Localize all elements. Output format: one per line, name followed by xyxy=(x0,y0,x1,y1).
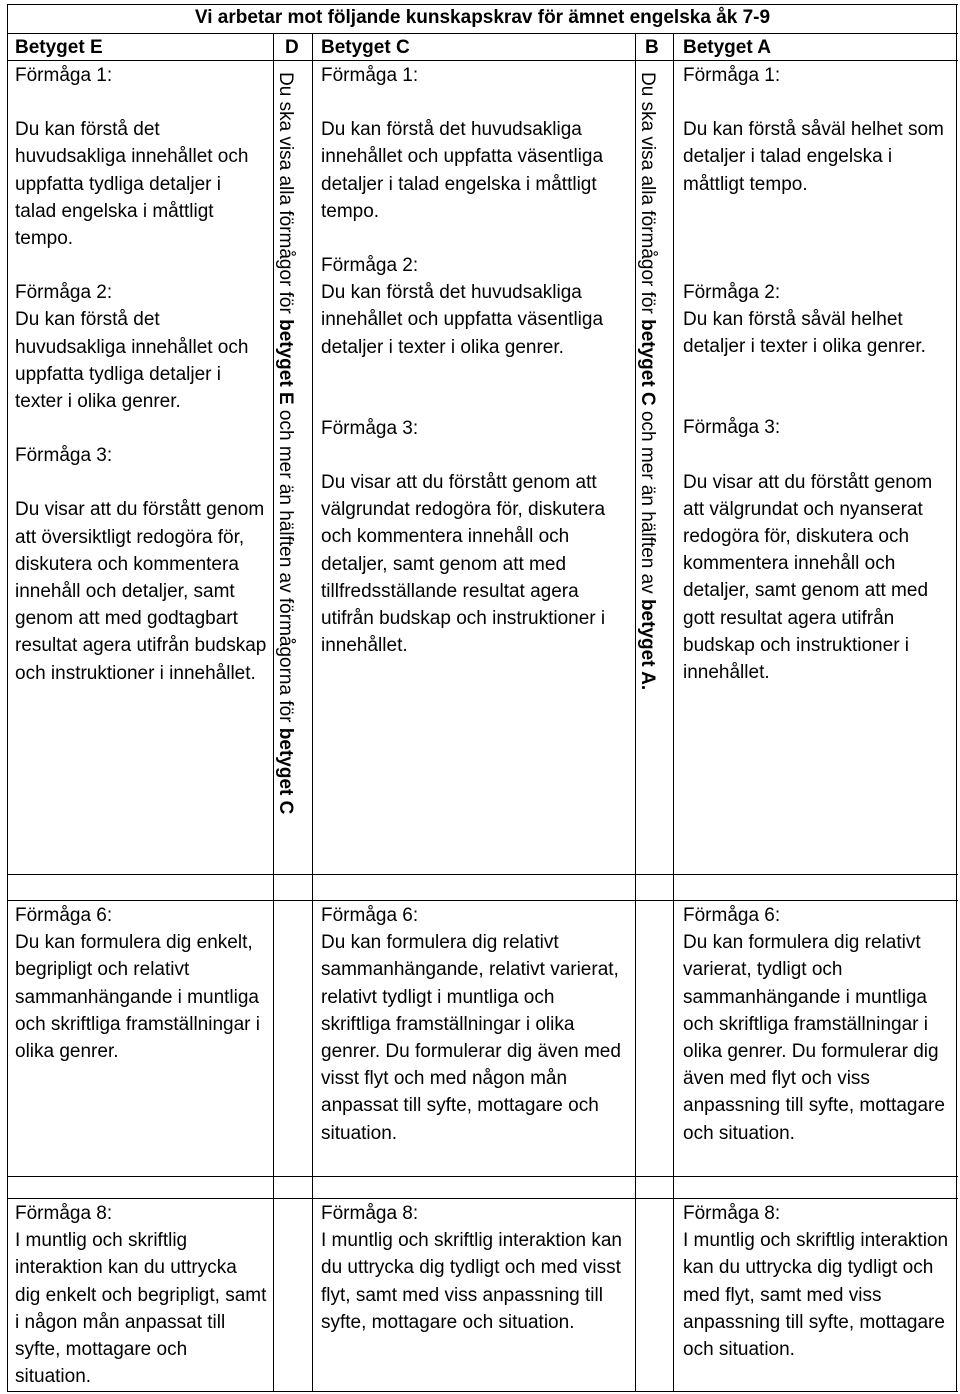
grade-d-text-1: Du ska visa alla förmågor för xyxy=(275,72,296,320)
section1-grade-c xyxy=(321,62,627,659)
table-border-top xyxy=(7,4,958,5)
section6-grade-e xyxy=(15,902,267,1065)
ability-6-label: Förmåga 6: xyxy=(321,905,419,926)
ability-2-label: Förmåga 2: xyxy=(15,282,113,304)
ability-1-label: Förmåga 1: xyxy=(321,65,419,86)
ability-8-text: I muntlig och skriftlig interaktion kan du uttrycka dig tydligt och med visst flyt, samt med viss anpassning till syfte, mottagare och situation. xyxy=(321,1230,622,1333)
ability-2-label: Förmåga 2: xyxy=(321,255,419,277)
section6-grade-a xyxy=(683,902,951,1147)
ability-3-text: Du visar att du förstått genom att översiktligt redogöra för, diskutera och kommentera innehåll och detaljer, samt genom att med godtagbart resultat agera utifrån budskap och instruktioner i innehållet. xyxy=(15,499,267,684)
ability-1-text: Du kan förstå det huvudsakliga innehållet och uppfatta tydliga detaljer i talad engelska i måttligt tempo. xyxy=(15,119,249,250)
ability-3-label: Förmåga 3: xyxy=(683,417,781,439)
header-grade-c: Betyget C xyxy=(321,37,410,58)
divider-header xyxy=(7,60,958,61)
section6-grade-c xyxy=(321,902,627,1147)
ability-8-text: I muntlig och skriftlig interaktion kan du uttrycka dig enkelt och begripligt, samt i någon mån anpassat till syfte, mottagare och situation. xyxy=(15,1230,267,1388)
table-border-bottom xyxy=(7,1391,958,1392)
ability-6-label: Förmåga 6: xyxy=(683,905,781,926)
ability-2-text: Du kan förstå det huvudsakliga innehållet och uppfatta väsentliga detaljer i texter i olika genrer. xyxy=(321,282,604,358)
grading-criteria-table xyxy=(7,4,958,1392)
ability-3-label: Förmåga 3: xyxy=(15,445,113,467)
divider-section1 xyxy=(7,874,958,875)
grade-b-text-2: och mer än hälften av xyxy=(637,405,658,599)
table-border-left xyxy=(7,4,8,1392)
ability-1-label: Förmåga 1: xyxy=(683,65,781,86)
section8-grade-e xyxy=(15,1200,267,1390)
divider-section1-gap xyxy=(7,900,958,901)
section1-grade-a xyxy=(683,62,951,686)
ability-6-text: Du kan formulera dig relativt sammanhängande, relativt varierat, relativt tydligt i muntliga och skriftliga framställningar i olika genrer. Du formulerar dig även med visst flyt och med någon mån anpassat till syfte, mottagare och situation. xyxy=(321,932,621,1144)
section8-grade-a xyxy=(683,1200,951,1363)
ability-1-text: Du kan förstå såväl helhet som detaljer i talad engelska i måttligt tempo. xyxy=(683,119,944,195)
ability-6-label: Förmåga 6: xyxy=(15,905,113,926)
ability-2-text: Du kan förstå såväl helhet detaljer i texter i olika genrer. xyxy=(683,309,926,358)
grade-d-requirement xyxy=(273,72,297,814)
ability-6-text: Du kan formulera dig enkelt, begripligt och relativt sammanhängande i muntliga och skriftliga framställningar i olika genrer. xyxy=(15,932,260,1063)
section1-grade-e xyxy=(15,62,267,687)
ability-1-label: Förmåga 1: xyxy=(15,65,113,86)
header-grade-e: Betyget E xyxy=(15,37,103,58)
divider-section6 xyxy=(7,1176,958,1177)
section8-grade-c xyxy=(321,1200,627,1336)
ability-8-text: I muntlig och skriftlig interaktion kan du uttrycka dig tydligt och med flyt, samt med viss anpassning till syfte, mottagare och situation. xyxy=(683,1230,949,1361)
grade-d-bold-2: betyget C xyxy=(275,727,296,815)
grade-d-text-2: och mer än hälften av förmågorna för xyxy=(275,404,296,728)
ability-3-label: Förmåga 3: xyxy=(321,417,419,439)
table-border-right xyxy=(956,4,957,1392)
ability-3-text: Du visar att du förstått genom att välgrundat redogöra för, diskutera och kommentera innehåll och detaljer, samt genom att med tillfredsställande resultat agera utifrån budskap och instruktioner i innehållet. xyxy=(321,472,606,657)
ability-8-label: Förmåga 8: xyxy=(15,1203,113,1224)
header-grade-a: Betyget A xyxy=(683,37,771,58)
ability-6-text: Du kan formulera dig relativt varierat, tydligt och sammanhängande i muntliga och skriftliga framställningar i olika genrer. Du formulerar dig även med flyt och viss anpassning till syfte, mottagare och situation. xyxy=(683,932,945,1144)
ability-8-label: Förmåga 8: xyxy=(321,1203,419,1224)
header-grade-d: D xyxy=(285,37,299,58)
header-grade-b: B xyxy=(645,37,659,58)
grade-b-bold-2: betyget A. xyxy=(637,598,658,691)
divider-title xyxy=(7,33,958,34)
grade-b-requirement xyxy=(635,72,659,690)
ability-8-label: Förmåga 8: xyxy=(683,1203,781,1224)
ability-1-text: Du kan förstå det huvudsakliga innehållet och uppfatta väsentliga detaljer i talad engelska i måttligt tempo. xyxy=(321,119,604,222)
ability-2-text: Du kan förstå det huvudsakliga innehållet och uppfatta tydliga detaljer i texter i olika genrer. xyxy=(15,309,249,413)
column-divider-d-c xyxy=(312,33,313,1392)
grade-b-bold-1: betyget C xyxy=(637,319,658,406)
ability-2-label: Förmåga 2: xyxy=(683,281,781,303)
page-title: Vi arbetar mot följande kunskapskrav för ämnet engelska åk 7-9 xyxy=(194,7,771,28)
column-divider-b-a xyxy=(673,33,674,1392)
divider-section6-gap xyxy=(7,1198,958,1199)
grade-b-text-1: Du ska visa alla förmågor för xyxy=(637,72,658,320)
ability-3-text: Du visar att du förstått genom att välgrundat och nyanserat redogöra för, diskutera och kommentera innehåll och detaljer, samt genom att med gott resultat agera utifrån budskap och instruktioner i innehållet. xyxy=(683,471,933,684)
grade-d-bold-1: betyget E xyxy=(275,319,296,405)
